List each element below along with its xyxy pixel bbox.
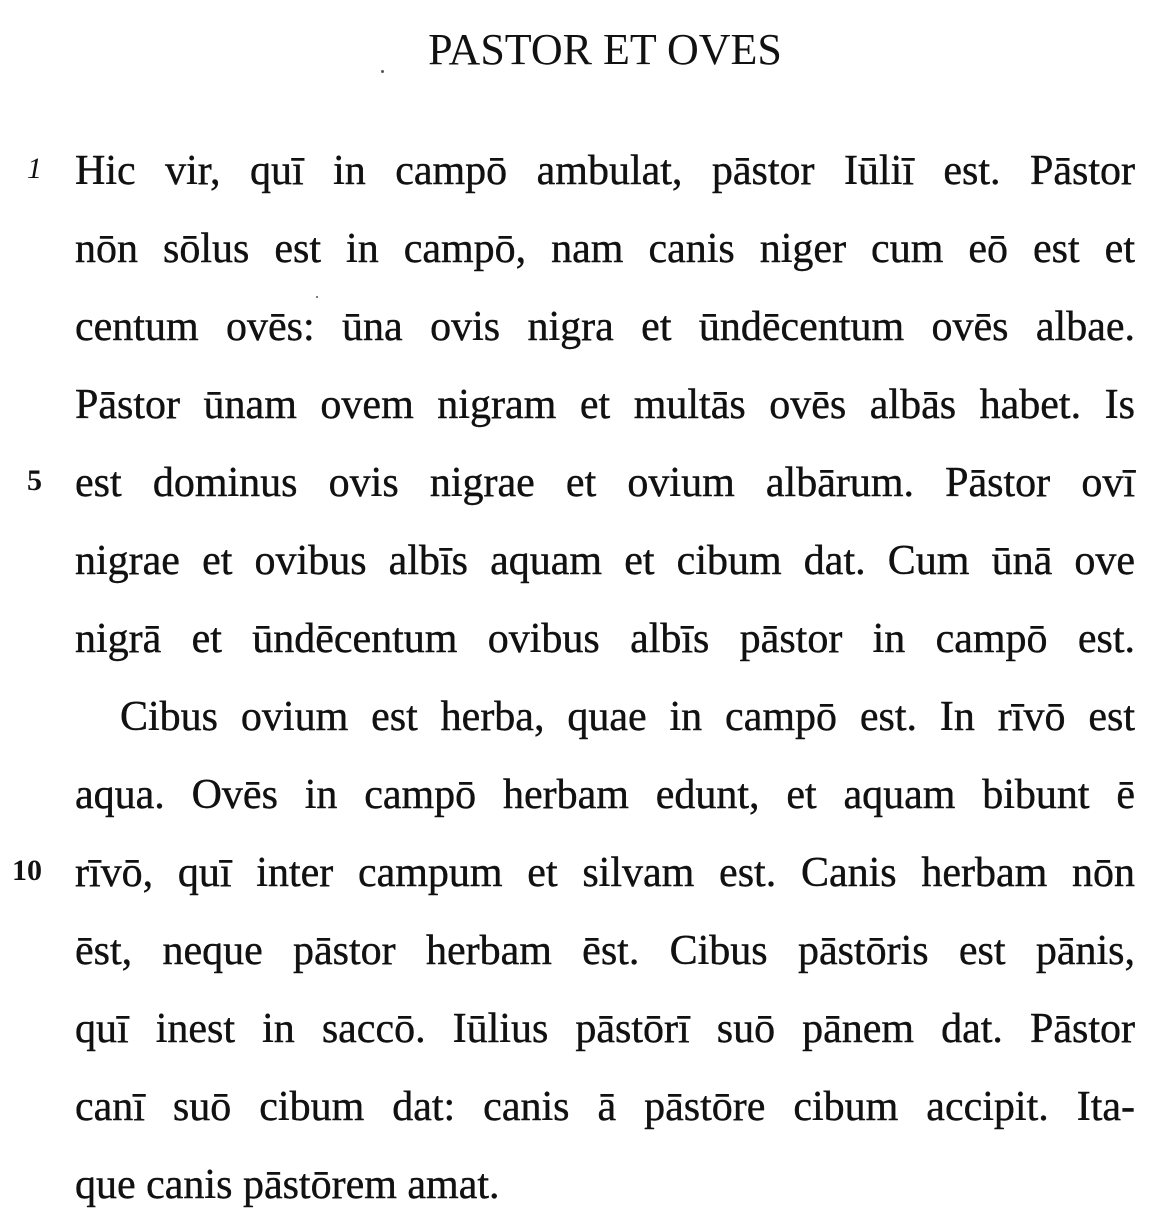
line-text: que canis pāstōrem amat. (75, 1162, 500, 1208)
text-line (0, 1071, 1150, 1149)
line-text: Pāstor ūnam ovem nigram et multās ovēs albās habet. Is (75, 382, 1135, 428)
text-line (0, 525, 1150, 603)
line-number: 1 (27, 152, 42, 185)
text-line (0, 915, 1150, 993)
text-line (0, 681, 1150, 759)
text-line (0, 1149, 1150, 1227)
line-text: canī suō cibum dat: canis ā pāstōre cibum accipit. Ita- (75, 1084, 1135, 1130)
line-text: rīvō, quī inter campum et silvam est. Canis herbam nōn (75, 850, 1135, 896)
line-text: centum ovēs: ūna ovis nigra et ūndēcentum ovēs albae. (75, 304, 1135, 350)
text-line (0, 993, 1150, 1071)
text-line (0, 213, 1150, 291)
text-line (0, 759, 1150, 837)
line-text: ēst, neque pāstor herbam ēst. Cibus pāstōris est pānis, (75, 928, 1135, 974)
line-text: aqua. Ovēs in campō herbam edunt, et aquam bibunt ē (75, 772, 1135, 818)
text-line (0, 369, 1150, 447)
print-speck (381, 70, 384, 73)
line-text: Cibus ovium est herba, quae in campō est. In rīvō est (120, 694, 1135, 740)
text-line (0, 603, 1150, 681)
line-number: 10 (12, 854, 42, 887)
line-text: nigrae et ovibus albīs aquam et cibum dat. Cum ūnā ove (75, 538, 1135, 584)
text-line (0, 291, 1150, 369)
line-text: nigrā et ūndēcentum ovibus albīs pāstor in campō est. (75, 616, 1135, 662)
text-line (0, 837, 1150, 915)
line-text: Hic vir, quī in campō ambulat, pāstor Iūliī est. Pāstor (75, 148, 1135, 194)
line-number: 5 (27, 464, 42, 497)
text-line (0, 447, 1150, 525)
page-title: PASTOR ET OVES (428, 25, 782, 74)
line-text: quī inest in saccō. Iūlius pāstōrī suō pānem dat. Pāstor (75, 1006, 1135, 1052)
line-text: est dominus ovis nigrae et ovium albārum. Pāstor ovī (75, 460, 1135, 506)
text-line (0, 135, 1150, 213)
reading-passage (0, 135, 1150, 1227)
line-text: nōn sōlus est in campō, nam canis niger cum eō est et (75, 226, 1135, 272)
